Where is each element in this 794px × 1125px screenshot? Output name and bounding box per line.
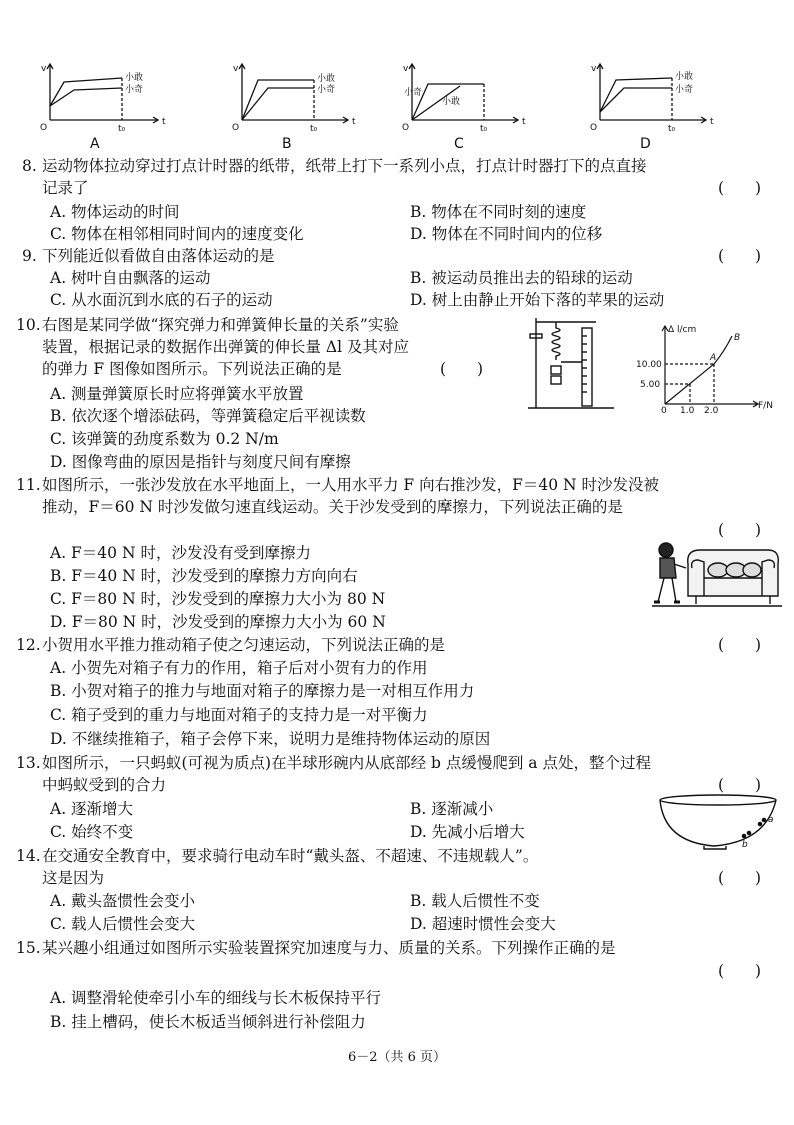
svg-text:O: O bbox=[590, 123, 598, 133]
q14-number: 14. bbox=[16, 847, 41, 865]
svg-text:t₀: t₀ bbox=[310, 124, 318, 134]
q12-option-c[interactable]: C. 箱子受到的重力与地面对箱子的支持力是一对平衡力 bbox=[50, 706, 428, 724]
svg-text:小敢: 小敢 bbox=[675, 72, 694, 82]
svg-text:小敢: 小敢 bbox=[317, 74, 336, 84]
svg-text:v: v bbox=[233, 64, 239, 74]
svg-text:10.00: 10.00 bbox=[636, 360, 662, 370]
q9-answer-paren[interactable]: ( ) bbox=[718, 247, 762, 265]
q9-option-c[interactable]: C. 从水面沉到水底的石子的运动 bbox=[50, 291, 273, 309]
q13-answer-paren[interactable]: ( ) bbox=[718, 776, 762, 794]
q11-option-a[interactable]: A. F＝40 N 时，沙发没有受到摩擦力 bbox=[50, 544, 311, 562]
svg-text:a: a bbox=[768, 815, 774, 825]
q15-option-b[interactable]: B. 挂上槽码，使长木板适当倾斜进行补偿阻力 bbox=[50, 1013, 366, 1031]
q15-answer-paren[interactable]: ( ) bbox=[718, 962, 762, 980]
q14-stem-1: 在交通安全教育中，要求骑行电动车时“戴头盔、不超速、不违规载人”。 bbox=[42, 847, 539, 865]
sofa-push-figure bbox=[652, 540, 784, 612]
svg-text:Δ l/cm: Δ l/cm bbox=[668, 325, 697, 335]
q14-option-b[interactable]: B. 载人后惯性不变 bbox=[410, 892, 540, 910]
q14-option-a[interactable]: A. 戴头盔惯性会变小 bbox=[50, 892, 196, 910]
bowl-ant-figure bbox=[656, 792, 784, 850]
svg-text:O: O bbox=[402, 123, 410, 133]
q15-option-a[interactable]: A. 调整滑轮使牵引小车的细线与长木板保持平行 bbox=[50, 989, 382, 1007]
svg-text:1.0: 1.0 bbox=[680, 406, 695, 414]
svg-text:小敢: 小敢 bbox=[442, 97, 461, 107]
q14-stem-2: 这是因为 bbox=[42, 869, 105, 887]
q13-option-a[interactable]: A. 逐渐增大 bbox=[50, 800, 134, 818]
svg-text:2.0: 2.0 bbox=[704, 406, 719, 414]
q11-option-b[interactable]: B. F＝40 N 时，沙发受到的摩擦力方向向右 bbox=[50, 567, 358, 585]
svg-text:小敢: 小敢 bbox=[125, 73, 144, 83]
svg-text:小奇: 小奇 bbox=[125, 85, 144, 95]
q13-number: 13. bbox=[16, 754, 41, 772]
q10-option-c[interactable]: C. 该弹簧的劲度系数为 0.2 N/m bbox=[50, 430, 279, 448]
q11-option-d[interactable]: D. F＝80 N 时，沙发受到的摩擦力大小为 60 N bbox=[50, 613, 386, 631]
q11-number: 11. bbox=[16, 476, 41, 494]
q15-stem: 某兴趣小组通过如图所示实验装置探究加速度与力、质量的关系。下列操作正确的是 bbox=[42, 939, 616, 957]
q12-number: 12. bbox=[16, 636, 41, 654]
q8-option-b[interactable]: B. 物体在不同时刻的速度 bbox=[410, 203, 587, 221]
q12-stem: 小贺用水平推力推动箱子使之匀速运动，下列说法正确的是 bbox=[42, 636, 446, 654]
svg-text:t₀: t₀ bbox=[480, 124, 488, 134]
q8-option-d[interactable]: D. 物体在不同时间内的位移 bbox=[410, 225, 603, 243]
svg-text:A: A bbox=[90, 136, 100, 152]
q8-answer-paren[interactable]: ( ) bbox=[718, 179, 762, 197]
svg-text:小奇: 小奇 bbox=[404, 88, 423, 98]
q9-option-a[interactable]: A. 树叶自由飘落的运动 bbox=[50, 269, 211, 287]
vt-graphs-row bbox=[30, 62, 790, 152]
q10-option-b[interactable]: B. 依次逐个增添砝码，等弹簧稳定后平视读数 bbox=[50, 407, 366, 425]
svg-text:t: t bbox=[522, 117, 526, 127]
q11-stem-1: 如图所示，一张沙发放在水平地面上，一人用水平力 F 向右推沙发，F＝40 N 时沙发没被 bbox=[42, 476, 660, 494]
q8-number: 8. bbox=[22, 157, 37, 175]
q14-answer-paren[interactable]: ( ) bbox=[718, 869, 762, 887]
q8-option-a[interactable]: A. 物体运动的时间 bbox=[50, 203, 180, 221]
q8-stem: 运动物体拉动穿过打点计时器的纸带，纸带上打下一系列小点，打点计时器打下的点直接 bbox=[42, 157, 647, 175]
spring-apparatus-figure bbox=[526, 314, 618, 414]
q13-option-b[interactable]: B. 逐渐减小 bbox=[410, 800, 494, 818]
q13-stem-1: 如图所示，一只蚂蚁(可视为质点)在半球形碗内从底部经 b 点缓慢爬到 a 点处，整个过程 bbox=[42, 754, 651, 772]
q11-stem-2: 推动，F＝60 N 时沙发做匀速直线运动。关于沙发受到的摩擦力，下列说法正确的是 bbox=[42, 498, 623, 516]
q14-option-d[interactable]: D. 超速时惯性会变大 bbox=[410, 915, 556, 933]
q10-stem-2: 装置，根据记录的数据作出弹簧的伸长量 Δl 及其对应 bbox=[42, 338, 410, 356]
svg-text:C: C bbox=[454, 136, 464, 152]
q10-number: 10. bbox=[16, 316, 41, 334]
svg-text:v: v bbox=[403, 64, 409, 74]
q10-stem-1: 右图是某同学做“探究弹力和弹簧伸长量的关系”实验 bbox=[42, 316, 399, 334]
q11-answer-paren[interactable]: ( ) bbox=[718, 521, 762, 539]
page-footer: 6－2（共 6 页） bbox=[347, 1050, 447, 1065]
q12-option-d[interactable]: D. 不继续推箱子，箱子会停下来，说明力是维持物体运动的原因 bbox=[50, 730, 491, 748]
svg-text:小奇: 小奇 bbox=[317, 85, 336, 95]
svg-text:t₀: t₀ bbox=[668, 124, 676, 134]
svg-text:t₀: t₀ bbox=[118, 124, 126, 134]
q12-option-a[interactable]: A. 小贺先对箱子有力的作用，箱子后对小贺有力的作用 bbox=[50, 659, 428, 677]
q9-number: 9. bbox=[22, 247, 37, 265]
svg-text:A: A bbox=[710, 353, 717, 363]
q14-option-c[interactable]: C. 载人后惯性会变大 bbox=[50, 915, 196, 933]
q13-stem-2: 中蚂蚁受到的合力 bbox=[42, 776, 167, 794]
q11-option-c[interactable]: C. F＝80 N 时，沙发受到的摩擦力大小为 80 N bbox=[50, 590, 386, 608]
q13-option-c[interactable]: C. 始终不变 bbox=[50, 823, 134, 841]
delta-l-f-graph bbox=[630, 322, 780, 414]
svg-text:t: t bbox=[710, 117, 714, 127]
svg-text:v: v bbox=[591, 64, 597, 74]
svg-text:t: t bbox=[162, 117, 166, 127]
q10-answer-paren[interactable]: ( ) bbox=[440, 360, 484, 378]
q12-answer-paren[interactable]: ( ) bbox=[718, 636, 762, 654]
svg-text:5.00: 5.00 bbox=[640, 380, 661, 390]
svg-text:F/N: F/N bbox=[758, 401, 773, 411]
q8-stem-2: 记录了 bbox=[42, 179, 89, 197]
q9-option-d[interactable]: D. 树上由静止开始下落的苹果的运动 bbox=[410, 291, 665, 309]
q13-option-d[interactable]: D. 先减小后增大 bbox=[410, 823, 525, 841]
svg-text:0: 0 bbox=[661, 406, 667, 414]
svg-text:O: O bbox=[232, 123, 240, 133]
q12-option-b[interactable]: B. 小贺对箱子的推力与地面对箱子的摩擦力是一对相互作用力 bbox=[50, 682, 475, 700]
vt-graph-c bbox=[409, 64, 518, 123]
svg-text:B: B bbox=[734, 333, 741, 343]
svg-text:b: b bbox=[742, 840, 748, 850]
svg-text:O: O bbox=[40, 123, 48, 133]
q10-option-d[interactable]: D. 图像弯曲的原因是指针与刻度尺间有摩擦 bbox=[50, 453, 351, 471]
q9-stem: 下列能近似看做自由落体运动的是 bbox=[42, 247, 275, 265]
svg-text:小奇: 小奇 bbox=[675, 85, 694, 95]
q10-stem-3: 的弹力 F 图像如图所示。下列说法正确的是 bbox=[42, 360, 342, 378]
svg-text:t: t bbox=[352, 117, 356, 127]
svg-text:D: D bbox=[640, 136, 651, 152]
q15-number: 15. bbox=[16, 939, 41, 957]
svg-text:v: v bbox=[41, 64, 47, 74]
q9-option-b[interactable]: B. 被运动员推出去的铅球的运动 bbox=[410, 269, 633, 287]
q10-option-a[interactable]: A. 测量弹簧原长时应将弹簧水平放置 bbox=[50, 385, 304, 403]
q8-option-c[interactable]: C. 物体在相邻相同时间内的速度变化 bbox=[50, 225, 304, 243]
svg-text:B: B bbox=[282, 136, 292, 152]
